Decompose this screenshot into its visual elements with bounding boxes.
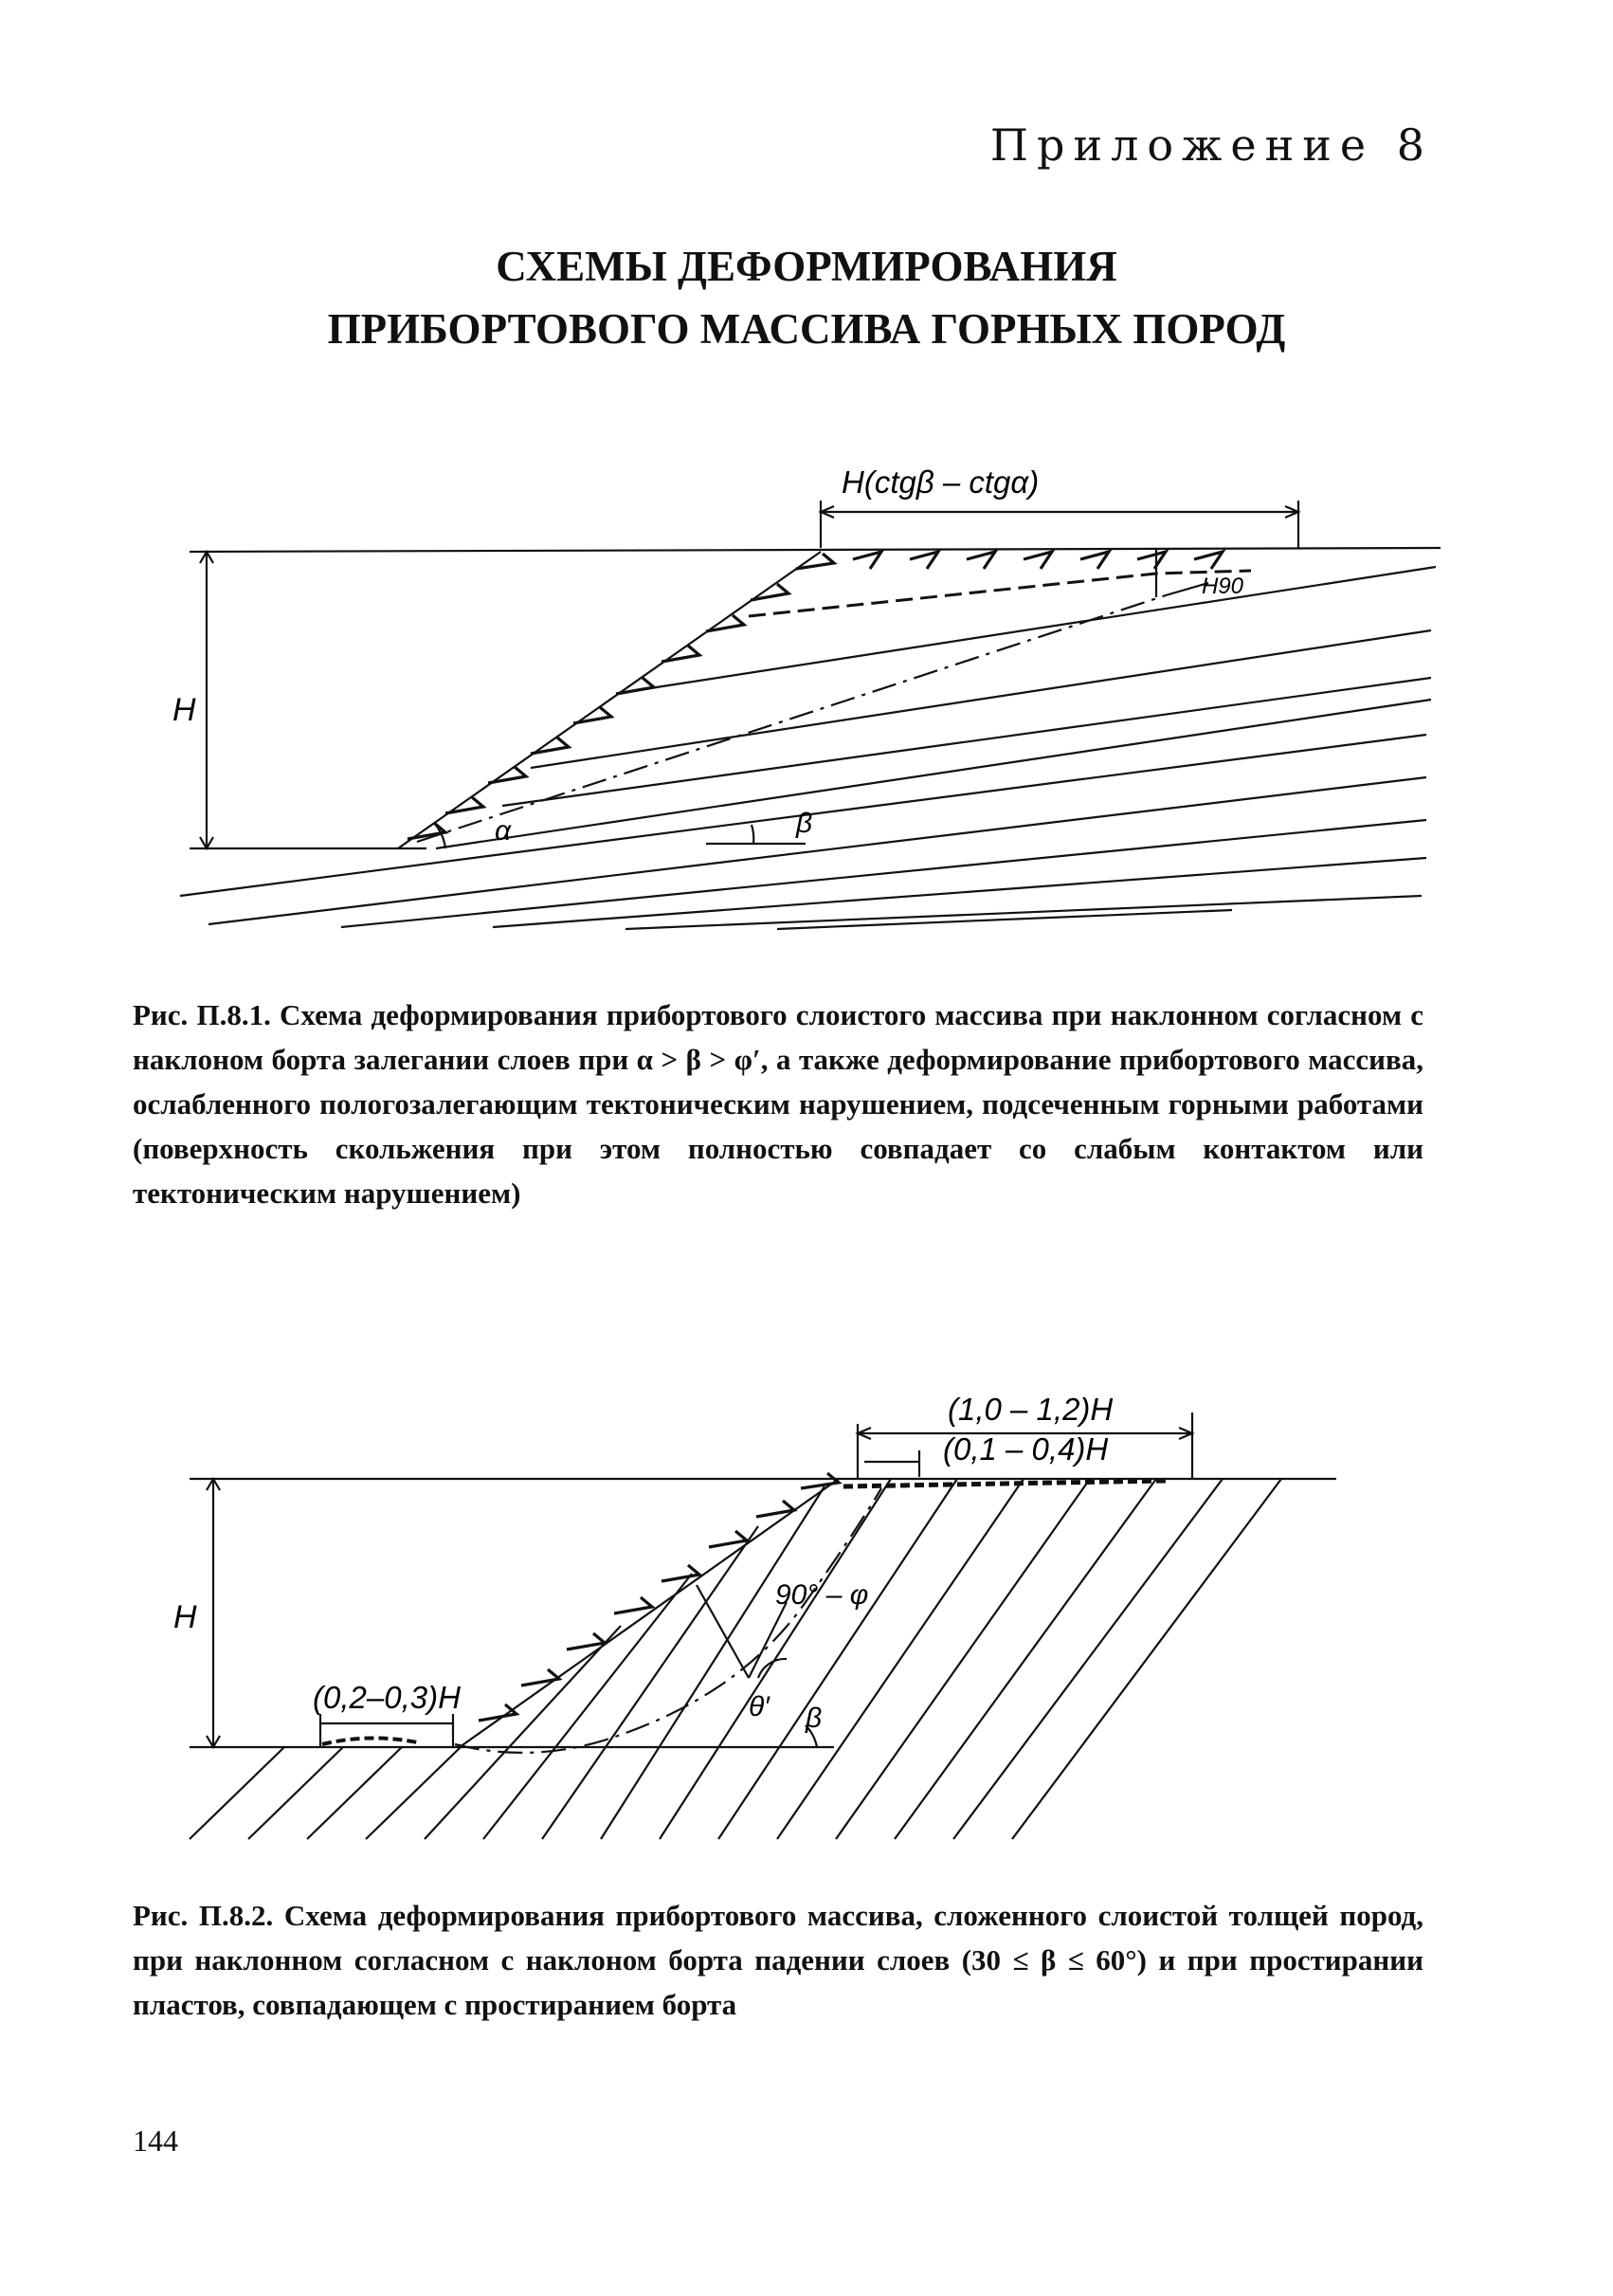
figure-2-caption: Рис. П.8.2. Схема деформирования прибортового массива, сложенного слоистой толщей пород, при наклонном согласном с наклоном борта падении слоев (30 ≤ β ≤ 60°) и при простирании пластов, совпадающем с простиранием борта <box>133 1899 1423 2021</box>
fig2-beta-label: β <box>806 1703 823 1734</box>
fig1-beta-label: β <box>796 808 813 839</box>
figure-1-caption: Рис. П.8.1. Схема деформирования прибортового слоистого массива при наклонном согласном с наклоном борта залегании слоев при α > β > φ′, а также деформирование прибортового массива, ослабленного пологозалегающим тектоническим нарушением, подсеченным горными работами (поверхность скольжения при этом полностью совпадает со слабым контактом или тектоническим нарушением) <box>133 998 1423 1210</box>
fig2-crack-label: (0,1 – 0,4)H <box>943 1431 1109 1467</box>
fig1-slope-face <box>398 552 821 848</box>
fig1-h-label: H <box>172 692 196 728</box>
figure-2-diagram <box>0 1365 1613 1858</box>
fig2-h-label: H <box>173 1599 197 1635</box>
page-number: 144 <box>133 2123 178 2158</box>
fig1-width-label: H(ctgβ – ctgα) <box>842 465 1040 500</box>
fig1-bedding-planes <box>180 567 1436 929</box>
fig2-theta-label: θ′ <box>749 1691 770 1722</box>
fig1-top-surface <box>190 548 1441 552</box>
title-line-2: ПРИБОРТОВОГО МАССИВА ГОРНЫХ ПОРОД <box>327 305 1286 353</box>
title-line-1: СХЕМЫ ДЕФОРМИРОВАНИЯ <box>496 243 1117 290</box>
fig1-sliding-plane <box>417 595 1166 842</box>
page-title <box>0 235 1613 360</box>
fig1-beta-arc <box>752 825 753 844</box>
fig2-wedge-line <box>697 1585 749 1678</box>
fig2-theta-arc <box>758 1659 787 1678</box>
fig2-toe-label: (0,2–0,3)H <box>313 1680 461 1715</box>
fig1-h90-label: H90 <box>1202 574 1244 599</box>
fig2-width-label: (1,0 – 1,2)H <box>948 1392 1114 1427</box>
fig1-alpha-label: α <box>495 815 512 847</box>
fig2-wedge-line-2 <box>749 1602 787 1678</box>
appendix-label: Приложение 8 <box>989 119 1433 171</box>
fig2-angle-label: 90° – φ <box>775 1579 869 1611</box>
figure-1-diagram <box>0 465 1613 957</box>
fig1-deformation-marks <box>408 552 1223 839</box>
